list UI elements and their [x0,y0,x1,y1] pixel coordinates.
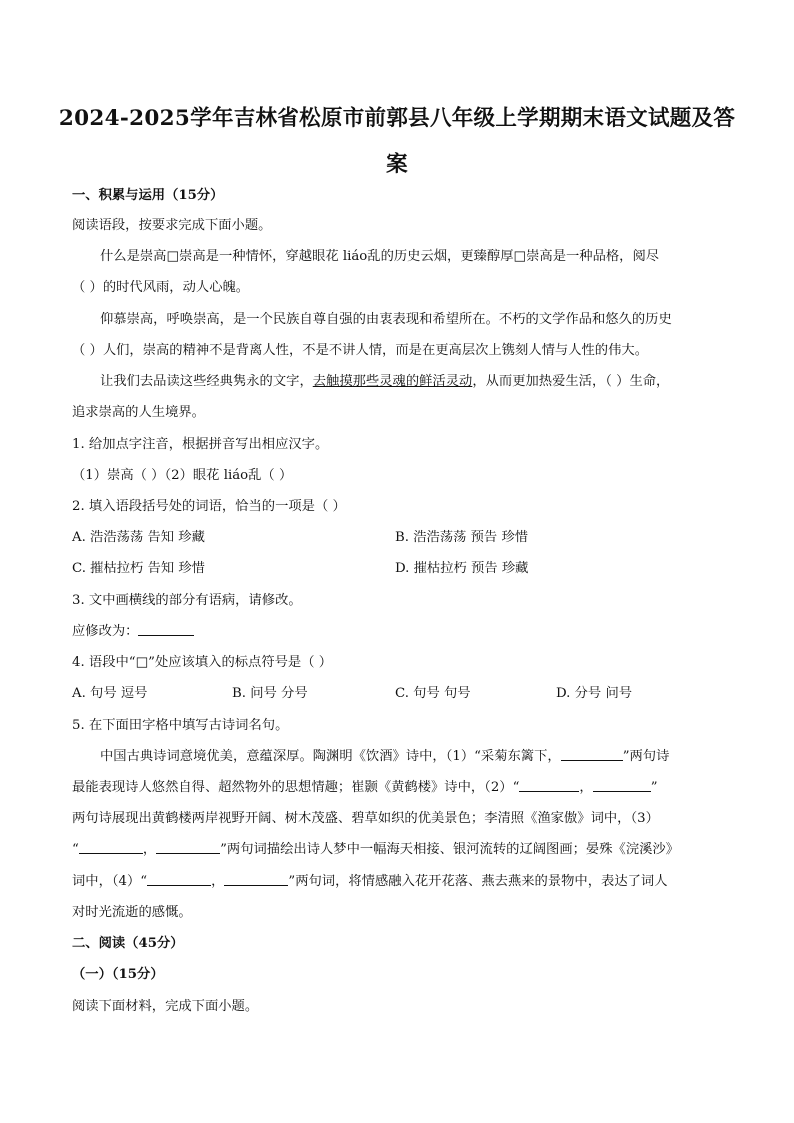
question-2: 2. 填入语段括号处的词语，恰当的一项是（ ） [72,499,346,514]
poetry-text: 中国古典诗词意境优美，意蕴深厚。陶渊明《饮酒》诗中，（1）“采菊东篱下， [100,749,561,764]
answer-label: 应修改为： [72,624,139,639]
question-1-sub: （1）崇高（ ）（2）眼花 liáo乱（ ） [72,468,293,483]
poetry-blank-3a[interactable] [79,840,143,854]
option-2d: D. 摧枯拉朽 预告 珍藏 [395,561,529,576]
poetry-line-4 [72,840,679,860]
passage-p3-text-b: ，从而更加热爱生活，（ ）生命， [472,374,670,389]
passage-p2-line1: 仰慕崇高，呼唤崇高，是一个民族自尊自强的由衷表现和希望所在。不朽的文学作品和悠久的历史 [100,312,672,327]
option-2b: B. 浩浩荡荡 预告 珍惜 [395,530,529,545]
title-line-2: 案 [386,152,408,177]
poetry-text: 最能表现诗人悠然自得、超然物外的思想情趣；崔颢《黄鹤楼》诗中，（2）“ [72,780,520,795]
poetry-text: ”两句词，将情感融入花开花落、燕去燕来的景物中，表达了词人 [288,874,668,889]
poetry-line-1 [100,747,669,767]
poetry-text: ” [650,780,658,795]
document-title [52,96,742,188]
poetry-text: ”两句词描绘出诗人梦中一幅海天相接、银河流转的辽阔图画；晏殊《浣溪沙》 [220,842,679,857]
question-1: 1. 给加点字注音，根据拼音写出相应汉字。 [72,437,329,452]
question-2-row-1 [72,528,528,548]
question-3-answer-line [72,622,194,642]
section-2-instruction: 阅读下面材料，完成下面小题。 [72,999,259,1014]
section-2-subheading: （一）（15分） [72,967,164,982]
passage-p3-text-a: 让我们去品读这些经典隽永的文字， [100,374,313,389]
passage-p1-line2: （ ）的时代风雨，动人心魄。 [72,280,250,295]
question-5: 5. 在下面田字格中填写古诗词名句。 [72,718,289,733]
option-2c: C. 摧枯拉朽 告知 珍惜 [72,561,205,576]
poetry-blank-3b[interactable] [156,840,220,854]
poetry-text: ”两句诗 [622,749,670,764]
poetry-text: ， [211,874,225,889]
poetry-line-6: 对时光流逝的感慨。 [72,905,192,920]
poetry-line-2 [72,778,658,798]
option-4d: D. 分号 问号 [556,686,633,701]
section-1-heading: 一、积累与运用（15分） [72,188,224,203]
poetry-text: 词中，（4）“ [72,874,148,889]
passage-p1-line1: 什么是崇高□崇高是一种情怀，穿越眼花 liáo乱的历史云烟，更臻醇厚□崇高是一种品格，阅尽 [100,249,660,264]
section-2-heading: 二、阅读（45分） [72,936,184,951]
option-4b: B. 问号 分号 [232,686,308,701]
poetry-blank-2a[interactable] [519,778,579,792]
passage-p3-line2: 追求崇高的人生境界。 [72,405,205,420]
passage-p2-line2: （ ）人们，崇高的精神不是背离人性，不是不讲人情，而是在更高层次上镌刻人情与人性的伟大。 [72,343,648,358]
poetry-blank-4a[interactable] [147,872,211,886]
poetry-text: ， [142,842,157,857]
question-4-options [72,684,632,704]
poetry-line-5 [72,872,668,892]
poetry-text: ， [579,780,593,795]
underlined-sentence: 去触摸那些灵魂的鲜活灵动 [312,374,473,389]
option-2a: A. 浩浩荡荡 告知 珍藏 [72,530,205,545]
poetry-blank-2b[interactable] [593,778,651,792]
poetry-text: “ [72,842,79,857]
option-4c: C. 句号 句号 [395,686,471,701]
question-4: 4. 语段中“□”处应该填入的标点符号是（ ） [72,655,333,670]
passage-p3-line1 [100,372,669,392]
title-line-1: 2024-2025学年吉林省松原市前郭县八年级上学期期末语文试题及答 [58,106,736,131]
answer-blank[interactable] [138,622,194,636]
poetry-blank-1[interactable] [561,747,623,761]
question-2-row-2 [72,559,528,579]
poetry-blank-4b[interactable] [224,872,288,886]
section-1-instruction: 阅读语段，按要求完成下面小题。 [72,218,272,233]
question-3: 3. 文中画横线的部分有语病，请修改。 [72,593,302,608]
option-4a: A. 句号 逗号 [72,686,148,701]
poetry-line-3: 两句诗展现出黄鹤楼两岸视野开阔、树木茂盛、碧草如织的优美景色；李清照《渔家傲》词中，（3） [72,811,659,826]
